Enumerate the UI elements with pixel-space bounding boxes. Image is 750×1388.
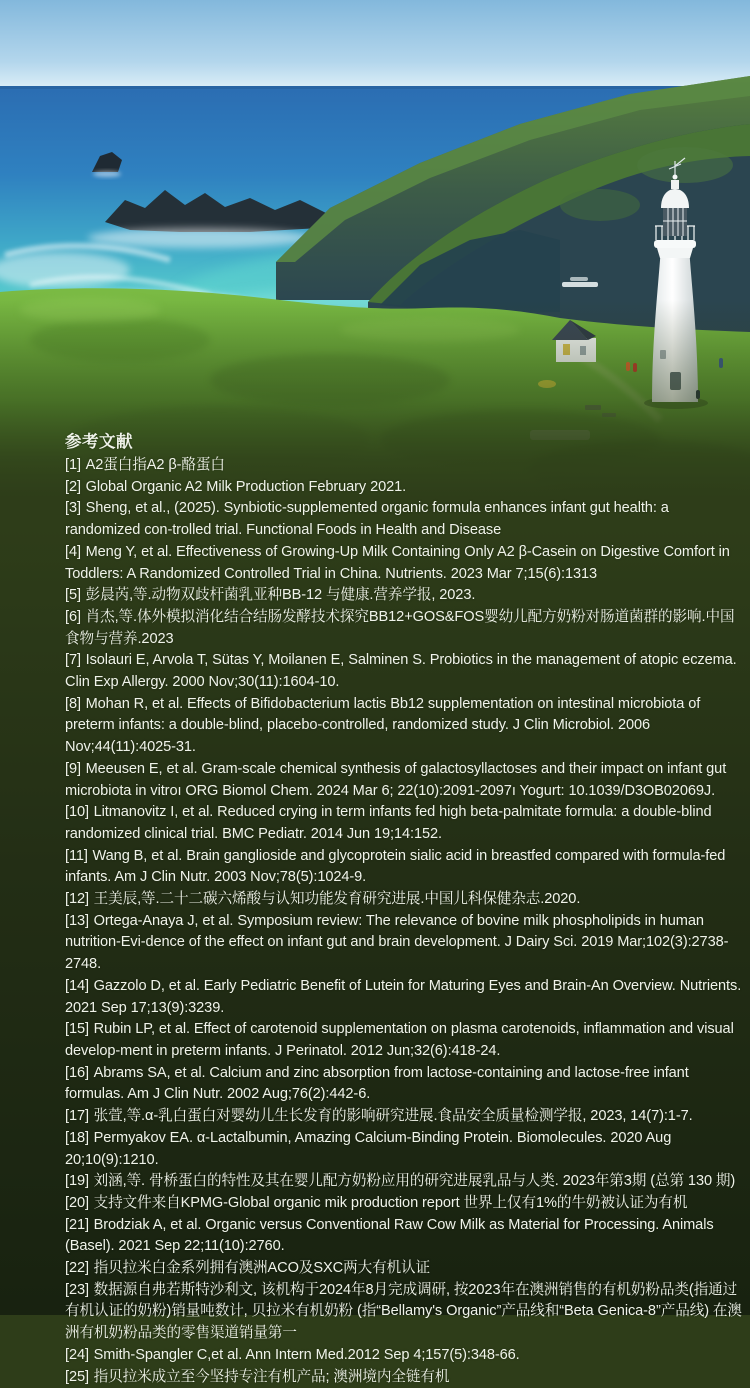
reference-15-label: [15] xyxy=(65,1021,89,1038)
reference-16-label: [16] xyxy=(65,1064,89,1081)
reference-25-text: 指贝拉米成立至今坚持专注有机产品; 澳洲境内全链有机 xyxy=(93,1368,450,1385)
reference-22-text: 指贝拉米白金系列拥有澳洲ACO及SXC两大有机认证 xyxy=(93,1260,431,1277)
reference-15-text: Rubin LP, et al. Effect of carotenoid supplementation on plasma carotenoids, inflammation and visual develop-ment in preterm infants. J Perinatol. 2012 Jun;32(6):418-24. xyxy=(65,1021,734,1059)
reference-1-label: [1] xyxy=(65,457,81,473)
reference-6-text: 肖杰,等.体外模拟消化结合结肠发酵技术探究BB12+GOS&FOS婴幼儿配方奶粉对肠道菌群的影响.中国食物与营养.2023 xyxy=(65,608,735,647)
reference-16-text: Abrams SA, et al. Calcium and zinc absorption from lactose-containing and lactose-free infant formulas. Am J Clin Nutr. 2002 Aug;76(2):442-6. xyxy=(65,1064,689,1103)
reference-10-label: [10] xyxy=(65,804,89,821)
reference-22 xyxy=(65,1258,743,1280)
reference-14-text: Gazzolo D, et al. Early Pediatric Benefit of Lutein for Maturing Eyes and Brain-An Overview. Nutrients. 2021 Sep 17;13(9):3239. xyxy=(65,977,742,1016)
reference-22-label: [22] xyxy=(65,1260,89,1277)
reference-5 xyxy=(65,585,743,607)
reference-11-label: [11] xyxy=(65,847,88,864)
reference-9 xyxy=(65,759,743,802)
reference-21-text: Brodziak A, et al. Organic versus Conventional Raw Cow Milk as Material for Processing. Animals (Basel). 2021 Sep 22;11(10):2760. xyxy=(65,1216,714,1255)
reference-24-label: [24] xyxy=(65,1346,89,1363)
reference-12 xyxy=(65,889,743,911)
reference-15 xyxy=(65,1019,743,1062)
reference-14 xyxy=(65,976,743,1019)
reference-3-label: [3] xyxy=(65,500,81,517)
reference-3-text: Sheng, et al., (2025). Synbiotic-supplemented organic formula enhances infant gut health: a randomized con-trolled trial. Functional Foods in Health and Disease xyxy=(65,500,669,539)
reference-12-text: 王美辰,等.二十二碳六烯酸与认知功能发育研究进展.中国儿科保健杂志.2020. xyxy=(93,891,581,908)
sky xyxy=(0,0,750,90)
reference-10 xyxy=(65,802,743,845)
reference-12-label: [12] xyxy=(65,891,89,908)
reference-24-text: Smith-Spangler C,et al. Ann Intern Med.2012 Sep 4;157(5):348-66. xyxy=(93,1346,520,1363)
reference-19-text: 刘涵,等. 骨桥蛋白的特性及其在婴儿配方奶粉应用的研究进展乳品与人类. 2023年第3期 (总第 130 期) xyxy=(93,1173,736,1190)
reference-17 xyxy=(65,1106,743,1128)
reference-13-text: Ortega-Anaya J, et al. Symposium review: The relevance of bovine milk phospholipids in human nutrition-Evi-dence of the effect on infant gut and brain development. J Dairy Sci. 2019 Mar;102(3):2738-2748. xyxy=(65,912,729,973)
reference-23 xyxy=(65,1280,743,1345)
reference-25 xyxy=(65,1367,743,1388)
references-section xyxy=(65,431,743,1388)
reference-7-text: Isolauri E, Arvola T, Sütas Y, Moilanen E, Salminen S. Probiotics in the management of atopic eczema. Clin Exp Allergy. 2000 Nov;30(11):1604-10. xyxy=(65,652,737,691)
reference-21-label: [21] xyxy=(65,1216,89,1233)
reference-7-label: [7] xyxy=(65,652,81,669)
reference-7 xyxy=(65,650,743,693)
reference-17-label: [17] xyxy=(65,1108,89,1125)
reference-23-label: [23] xyxy=(65,1281,89,1298)
reference-20-label: [20] xyxy=(65,1194,89,1211)
reference-1 xyxy=(65,455,743,477)
reference-5-label: [5] xyxy=(65,587,81,604)
reference-19-label: [19] xyxy=(65,1173,89,1190)
reference-13-label: [13] xyxy=(65,912,89,929)
references-heading: 参考文献 xyxy=(65,433,133,451)
reference-20 xyxy=(65,1193,743,1215)
reference-8 xyxy=(65,694,743,759)
reference-19 xyxy=(65,1171,743,1193)
reference-18 xyxy=(65,1128,743,1171)
reference-11 xyxy=(65,846,743,889)
reference-17-text: 张萱,等.α-乳白蛋白对婴幼儿生长发育的影响研究进展.食品安全质量检测学报, 2023, 14(7):1-7. xyxy=(93,1108,693,1125)
reference-6-label: [6] xyxy=(65,608,81,625)
reference-4-label: [4] xyxy=(65,543,81,560)
reference-21 xyxy=(65,1215,743,1258)
reference-14-label: [14] xyxy=(65,977,89,994)
reference-3 xyxy=(65,498,743,541)
reference-18-label: [18] xyxy=(65,1129,89,1146)
reference-4-text: Meng Y, et al. Effectiveness of Growing-Up Milk Containing Only A2 β-Casein on Digestive Comfort in Toddlers: A Randomized Controlled Trial in China. Nutrients. 2023 Mar 7;15(6):1313 xyxy=(65,543,730,582)
reference-18-text: Permyakov EA. α-Lactalbumin, Amazing Calcium-Binding Protein. Biomolecules. 2020 Aug 20;10(9):1210. xyxy=(65,1129,672,1168)
reference-2-text: Global Organic A2 Milk Production February 2021. xyxy=(85,478,407,495)
reference-2 xyxy=(65,477,743,499)
reference-5-text: 彭晨芮,等.动物双歧杆菌乳亚种BB-12 与健康.营养学报, 2023. xyxy=(85,587,476,604)
reference-8-label: [8] xyxy=(65,695,81,712)
reference-9-text: Meeusen E, et al. Gram-scale chemical synthesis of galactosyllactoses and their impact on infant gut microbiota in vitroı ORG Biomol Chem. 2024 Mar 6; 22(10):2091-2097ı Yogurt: 10.1039/D3OB02069J. xyxy=(65,760,727,799)
reference-11-text: Wang B, et al. Brain ganglioside and glycoprotein sialic acid in breastfed compared with formula-fed infants. Am J Clin Nutr. 2003 Nov;78(5):1024-9. xyxy=(65,847,726,886)
reference-16 xyxy=(65,1063,743,1106)
reference-24 xyxy=(65,1345,743,1367)
reference-6 xyxy=(65,607,743,650)
reference-13 xyxy=(65,911,743,976)
reference-10-text: Litmanovitz I, et al. Reduced crying in term infants fed high beta-palmitate formula: a double-blind randomized clinical trial. BMC Pediatr. 2014 Jun 19;14:152. xyxy=(65,804,712,842)
reference-25-label: [25] xyxy=(65,1368,89,1385)
reference-4 xyxy=(65,542,743,585)
reference-1-text: A2蛋白指A2 β-酪蛋白 xyxy=(85,457,225,473)
reference-8-text: Mohan R, et al. Effects of Bifidobacterium lactis Bb12 supplementation on intestinal microbiota of preterm infants: a double-blind, placebo-controlled, randomized study. J Clin Microbiol. 2006 Nov;44(11):4025-31. xyxy=(65,695,701,756)
reference-9-label: [9] xyxy=(65,760,81,777)
reference-20-text: 支持文件来自KPMG-Global organic mik production report 世界上仅有1%的牛奶被认证为有机 xyxy=(93,1194,688,1211)
reference-2-label: [2] xyxy=(65,478,81,495)
reference-23-text: 数据源自弗若斯特沙利文, 该机构于2024年8月完成调研, 按2023年在澳洲销售的有机奶粉品类(指通过有机认证的奶粉)销量吨数计, 贝拉米有机奶粉 (指“Bellamy's Organic”产品线和“Beta Genica-8”产品线) 在澳洲有机奶粉品类的零售渠道销量第一 xyxy=(65,1281,742,1342)
